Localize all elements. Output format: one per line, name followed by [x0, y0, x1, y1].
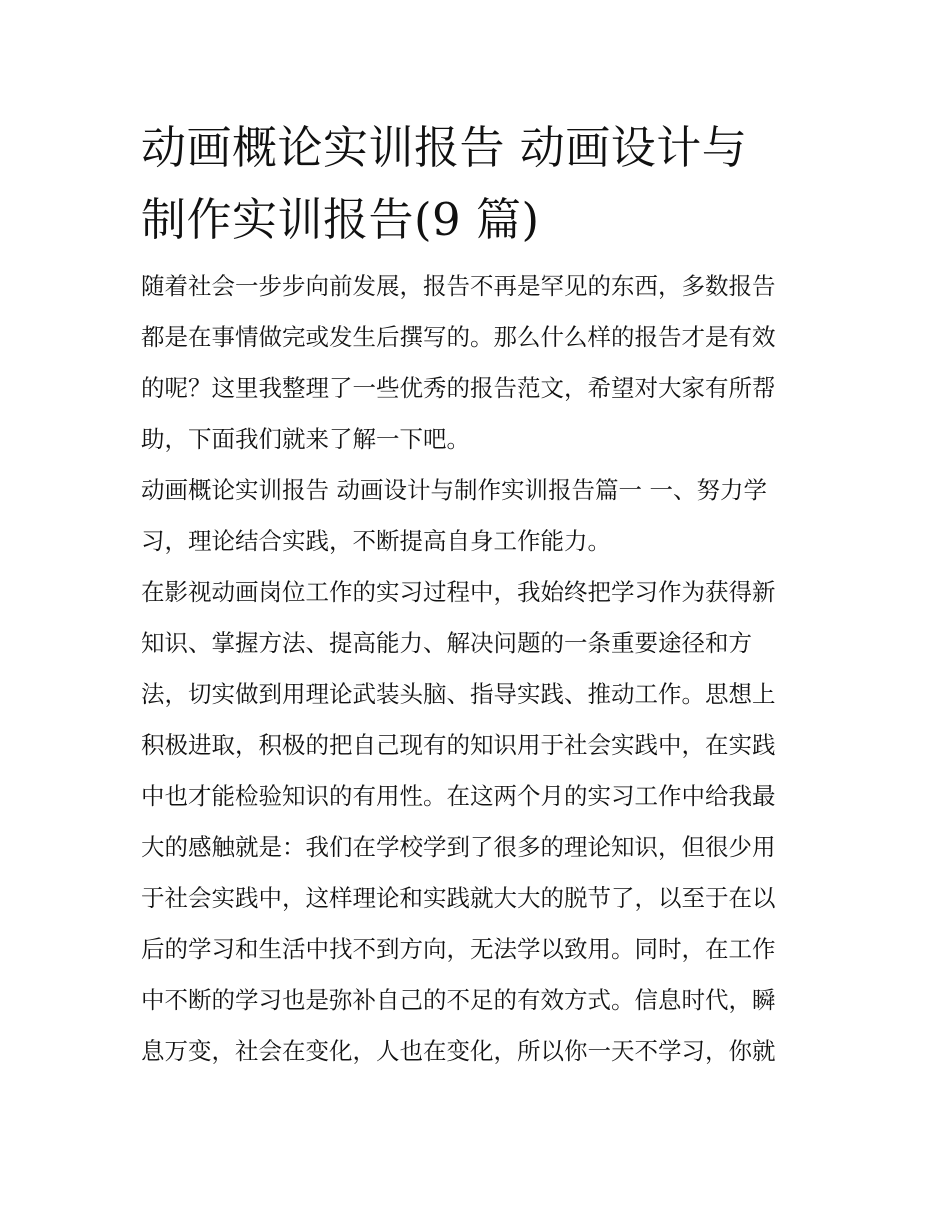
text-line: 息万变，社会在变化，人也在变化，所以你一天不学习，你就 [141, 1037, 776, 1065]
text-line: 都是在事情做完或发生后撰写的。那么什么样的报告才是有效 [141, 323, 776, 351]
text-line: 在影视动画岗位工作的实习过程中，我始终把学习作为获得新 [141, 578, 776, 606]
text-line: 的呢？这里我整理了一些优秀的报告范文，希望对大家有所帮 [141, 374, 776, 402]
text-line: 习，理论结合实践，不断提高自身工作能力。 [141, 527, 611, 555]
title-line: 动画概论实训报告 动画设计与 [141, 121, 748, 174]
text-line: 中不断的学习也是弥补自己的不足的有效方式。信息时代，瞬 [141, 986, 776, 1014]
document-title [141, 112, 813, 256]
text-line: 积极进取，积极的把自己现有的知识用于社会实践中，在实践 [141, 731, 776, 759]
text-line: 动画概论实训报告 动画设计与制作实训报告篇一 一、努力学 [141, 476, 767, 504]
text-line: 随着社会一步步向前发展，报告不再是罕见的东西，多数报告 [141, 272, 776, 300]
text-line: 法，切实做到用理论武装头脑、指导实践、推动工作。思想上 [141, 680, 776, 708]
text-line: 知识、掌握方法、提高能力、解决问题的一条重要途径和方 [141, 629, 752, 657]
section-heading-paragraph [141, 465, 813, 567]
text-line: 大的感触就是：我们在学校学到了很多的理论知识，但很少用 [141, 833, 776, 861]
text-line: 中也才能检验知识的有用性。在这两个月的实习工作中给我最 [141, 782, 776, 810]
intro-paragraph [141, 261, 813, 465]
text-line: 助，下面我们就来了解一下吧。 [141, 425, 470, 453]
title-line: 制作实训报告(9 篇) [141, 193, 540, 246]
body-paragraph [141, 567, 813, 1077]
text-line: 于社会实践中，这样理论和实践就大大的脱节了，以至于在以 [141, 884, 776, 912]
text-line: 后的学习和生活中找不到方向，无法学以致用。同时，在工作 [141, 935, 776, 963]
document-body [141, 112, 813, 1077]
